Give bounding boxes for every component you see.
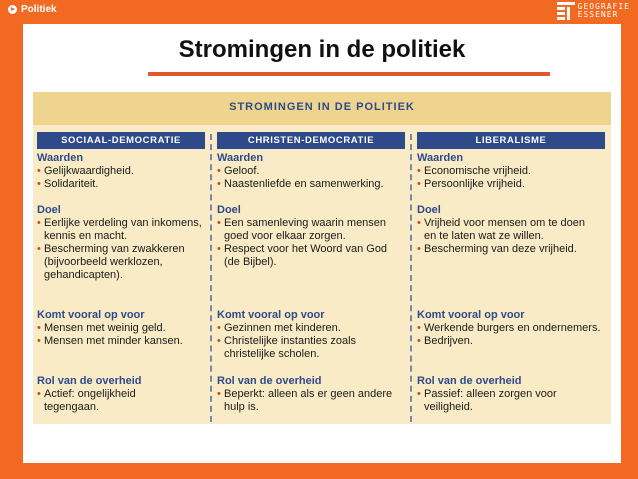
list-item: • Werkende burgers en ondernemers. bbox=[417, 322, 609, 335]
column-heading-liberalism: LIBERALISME bbox=[417, 132, 605, 149]
column-heading-social-democracy: SOCIAAL-DEMOCRATIE bbox=[37, 132, 205, 149]
table-header bbox=[33, 92, 611, 125]
list-item: • Gezinnen met kinderen. bbox=[217, 322, 387, 335]
list-item: • Actief: ongelijkheid tegengaan. bbox=[37, 388, 177, 414]
list-item: • Beperkt: alleen als er geen andere hulp is. bbox=[217, 388, 405, 414]
section-title: Waarden bbox=[37, 152, 84, 164]
list-item: • Solidariteit. bbox=[37, 178, 134, 191]
section-title: Waarden bbox=[217, 152, 264, 164]
section-title: Waarden bbox=[417, 152, 464, 164]
slide-content bbox=[23, 24, 621, 463]
section-title: Doel bbox=[217, 204, 241, 216]
column-heading-christian-democracy: CHRISTEN-DEMOCRATIE bbox=[217, 132, 405, 149]
section-values bbox=[417, 152, 609, 191]
list-item: • Bescherming van deze vrijheid. bbox=[417, 243, 597, 256]
section-title: Rol van de overheid bbox=[217, 375, 322, 387]
section-title: Komt vooral op voor bbox=[417, 309, 525, 321]
list-item: • Mensen met minder kansen. bbox=[37, 335, 207, 348]
play-icon bbox=[8, 5, 17, 14]
section-government-role bbox=[417, 375, 597, 414]
list-item: • Gelijkwaardigheid. bbox=[37, 165, 134, 178]
list-item: • Naastenliefde en samenwerking. bbox=[217, 178, 405, 191]
list-item: • Persoonlijke vrijheid. bbox=[417, 178, 609, 191]
title-underline bbox=[148, 72, 550, 76]
section-stands-for bbox=[37, 309, 207, 348]
comparison-table bbox=[33, 92, 611, 424]
list-item: • Bedrijven. bbox=[417, 335, 609, 348]
section-values bbox=[37, 152, 134, 191]
list-item: • Een samenleving waarin mensen goed voor elkaar zorgen. bbox=[217, 217, 405, 243]
section-label bbox=[8, 4, 57, 15]
table-title: STROMINGEN IN DE POLITIEK bbox=[229, 101, 415, 113]
column-divider bbox=[410, 134, 412, 422]
section-goal bbox=[217, 204, 405, 269]
logo-text-top: GEOGRAFIE bbox=[577, 2, 630, 11]
section-government-role bbox=[217, 375, 405, 414]
publisher-logo bbox=[557, 2, 630, 20]
list-item: • Bescherming van zwakkeren (bijvoorbeeld werklozen, gehandicapten). bbox=[37, 243, 207, 282]
list-item: • Respect voor het Woord van God (de Bijbel). bbox=[217, 243, 405, 269]
list-item: • Geloof. bbox=[217, 165, 405, 178]
slide-title: Stromingen in de politiek bbox=[178, 36, 466, 63]
list-item: • Mensen met weinig geld. bbox=[37, 322, 207, 335]
list-item: • Economische vrijheid. bbox=[417, 165, 609, 178]
section-goal bbox=[37, 204, 207, 282]
column-divider bbox=[210, 134, 212, 422]
section-title: Rol van de overheid bbox=[37, 375, 142, 387]
top-bar bbox=[0, 0, 638, 24]
section-title: Rol van de overheid bbox=[417, 375, 522, 387]
section-title: Doel bbox=[37, 204, 61, 216]
section-values bbox=[217, 152, 405, 191]
list-item: • Passief: alleen zorgen voor veiligheid. bbox=[417, 388, 597, 414]
section-label-text: Politiek bbox=[21, 4, 57, 15]
section-stands-for bbox=[417, 309, 609, 348]
section-government-role bbox=[37, 375, 177, 414]
logo-text-bottom: ESSENER bbox=[577, 10, 619, 19]
list-item: • Eerlijke verdeling van inkomens, kennis en macht. bbox=[37, 217, 207, 243]
section-title: Komt vooral op voor bbox=[217, 309, 325, 321]
section-goal bbox=[417, 204, 597, 256]
section-title: Komt vooral op voor bbox=[37, 309, 145, 321]
section-title: Doel bbox=[417, 204, 441, 216]
list-item: • Vrijheid voor mensen om te doen en te laten wat ze willen. bbox=[417, 217, 597, 243]
list-item: • Christelijke instanties zoals christelijke scholen. bbox=[217, 335, 387, 361]
section-stands-for bbox=[217, 309, 387, 361]
logo-mark-icon bbox=[557, 2, 575, 20]
